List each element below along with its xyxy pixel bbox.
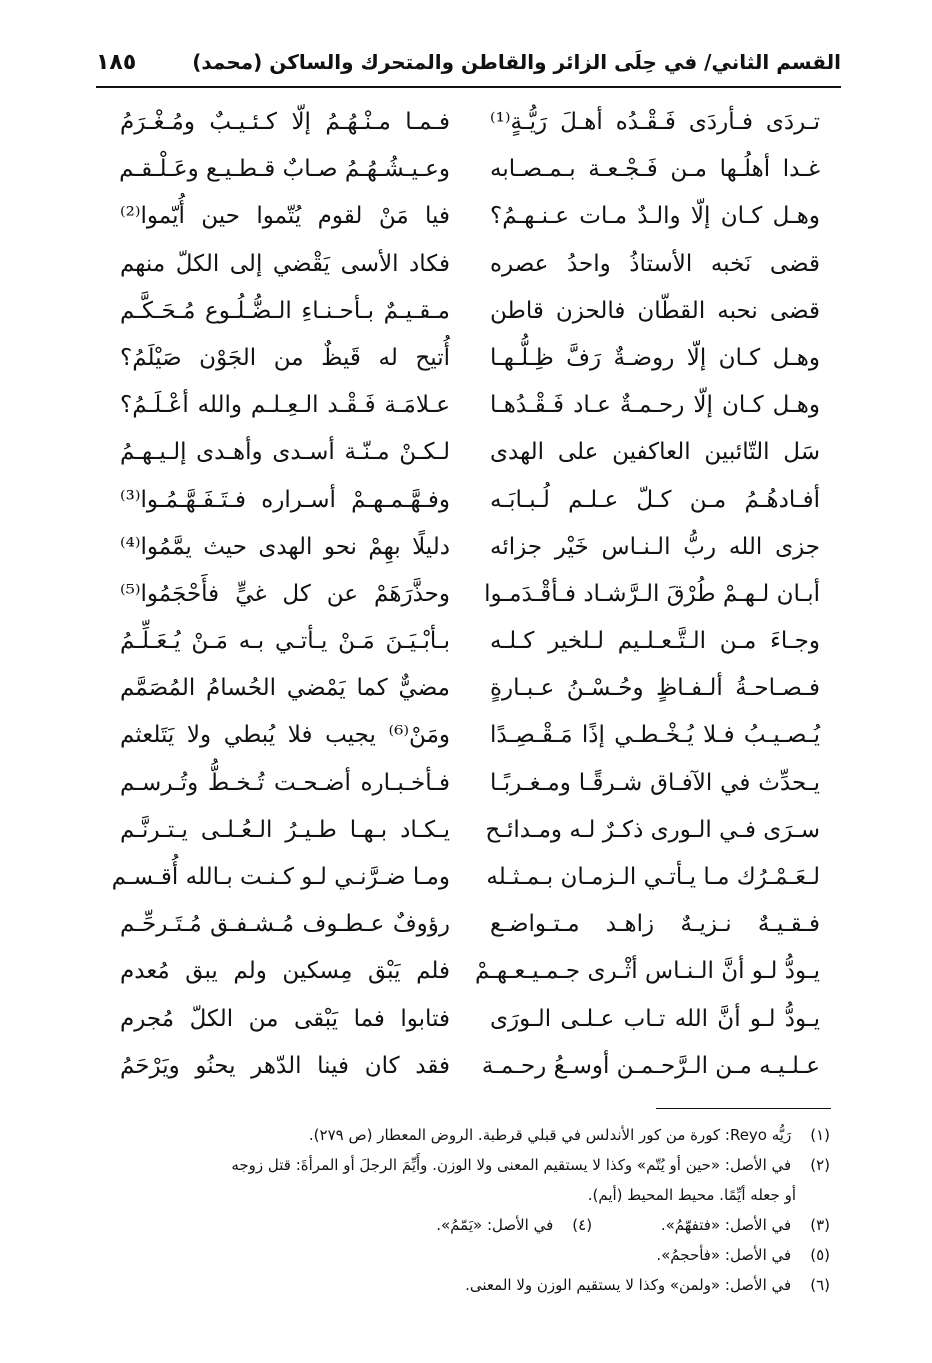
verse-first-hemistich: وجـاءَ مـن الـتَّـعـلـيم لـلخير كـلـه [490, 628, 820, 655]
footnote-pair-3-4 [100, 1210, 830, 1240]
verse-second-hemistich: فتابوا فما يَبْقى من الكلّ مُجرم [120, 1005, 450, 1032]
verse-second-hemistich: فقد كان فينا الدّهر يحنُو ويَرْحَمُ [120, 1052, 450, 1079]
footnotes [100, 1120, 830, 1300]
footnote-text: في الأصل: «فتفهّمُ». [660, 1216, 792, 1234]
verse-second-hemistich: مـقـيـمٌ بـأحـنـاءِ الـضُّـلُـوع مُـحَـكَّـم [120, 297, 450, 324]
verse [120, 949, 820, 996]
footnote-text: في الأصل: «ولمن» وكذا لا يستقيم الوزن ولا المعنى. [465, 1276, 792, 1294]
verse-second-hemistich: رؤوفٌ عـطـوف مُـشـفـق مُـتَـرحِّـم [120, 911, 450, 938]
footnote-text: في الأصل: «فأحجمُ». [656, 1246, 792, 1264]
verse [111, 855, 820, 902]
verse [120, 1044, 820, 1091]
verse-first-hemistich: لـعَـمْـرُك مـا يـأتـي الـزمـان بـمـثـله [486, 864, 820, 890]
verse [120, 242, 820, 289]
verse-second-hemistich: ومـا ضـرَّنـي لـو كـنـت بـالله أُقـسـم [111, 864, 450, 890]
verse [120, 430, 820, 477]
footnote-4 [436, 1210, 592, 1240]
verse-second-hemistich: فكاد الأسى يَقْضي إلى الكلّ منهم [120, 250, 450, 277]
verse [120, 289, 820, 336]
footnote-3 [656, 1216, 830, 1234]
verse [120, 572, 820, 619]
verse-first-hemistich: أفـادهُـمُ مـن كـلّ عـلـم لُـبـابَـه [490, 486, 820, 513]
verse-first-hemistich: فـصـاحـةُ ألـفـاظٍ وحُـسْـنُ عـبـارةٍ [490, 675, 820, 702]
verse-second-hemistich: وحذَّرَهَمْ عن كل غيٍّ فأَحْجَمُوا⁽⁵⁾ [120, 580, 450, 607]
footnote-number: (٢) [810, 1156, 830, 1174]
verse-first-hemistich: يُـصـيـبُ فـلا يُـخْـطـي إذًا مَـقْـصِـدًا [490, 722, 820, 749]
verse [120, 761, 820, 808]
header-divider [96, 86, 841, 88]
verse-second-hemistich: وفـهَّـمـهـمْ أسـراره فـتَـفَـهَّـمُـوا⁽³⁾ [120, 486, 450, 513]
verse [120, 902, 820, 949]
page-header [96, 44, 841, 82]
footnote-6 [100, 1270, 830, 1300]
verse-first-hemistich: قضى نحبه القطّان فالحزن قاطن [490, 297, 820, 324]
verse-first-hemistich: فـقـيـهٌ نـزيـهٌ زاهـد مـتـواضـع [490, 911, 820, 938]
verse-second-hemistich: بـأبْـيَـنَ مَـنْ يـأتـي بـه مَـنْ يُـعَـلِّـمُ [120, 628, 450, 655]
verse-second-hemistich: يـكـاد بـهـا طـيـرُ الـعُـلـى يـتـرنَّـم [120, 816, 450, 843]
verse-second-hemistich: دليلًا بهِمْ نحو الهدى حيث يمَّمُوا⁽⁴⁾ [120, 533, 450, 560]
verse [120, 713, 820, 760]
footnote-number: (٤) [572, 1216, 593, 1234]
verse [120, 194, 820, 241]
verse-first-hemistich: غـدا أهلُـها مـن فَـجْـعـة بـمـصـابه [490, 156, 820, 183]
verse-first-hemistich: أبـان لـهـمْ طُرْقَ الـرَّشـاد فـأقْـدَمـوا [484, 580, 820, 607]
verse-first-hemistich: سَل التّائبين العاكفين على الهدى [490, 439, 820, 466]
footnote-2 [100, 1150, 830, 1180]
verse [120, 478, 820, 525]
verse-first-hemistich: وهـل كـان إلّا رحـمـةٌ عـاد فَـقْـدُهـا [490, 392, 820, 419]
verse-first-hemistich: يـودُّ لـو أنَّ الـنـاس أثْـرى جـمـيـعـهـمْ [475, 958, 820, 985]
verse-first-hemistich: جزى الله ربُّ الـنـاس خَيْر جزائه [490, 533, 820, 560]
footnote-1 [100, 1120, 830, 1150]
verse-second-hemistich: وعـيـشُـهُـمُ صـابٌ قـطـيـع وعَـلْـقـم [119, 156, 450, 183]
verse-second-hemistich: فـمـا مـنْـهُـمُ إلّا كـئـيـبٌ ومُـغْـرَمُ [120, 109, 450, 135]
footnote-5 [100, 1240, 830, 1270]
running-title: القسم الثاني/ في حِلَى الزائر والقاطن والمتحرك والساكن (محمد) [192, 50, 841, 74]
verse-first-hemistich: وهـل كـان إلّا والـدٌ مـات عـنـهـمُ؟ [490, 203, 820, 230]
poem [111, 100, 820, 1091]
page-number: ١٨٥ [96, 50, 137, 75]
footnote-text: في الأصل: «يَمّمُ». [436, 1216, 554, 1234]
verse [120, 525, 820, 572]
footnote-text: رَيُّه Reyo: كورة من كور الأندلس في قبلي قرطبة. الروض المعطار (ص ٢٧٩). [308, 1126, 792, 1144]
verse-second-hemistich: أُتيح له قَيظٌ من الجَوْن صَيْلَمُ؟ [120, 344, 450, 371]
verse [120, 997, 820, 1044]
footnote-divider [656, 1108, 831, 1109]
verse-first-hemistich: قضى نَخبه الأستاذُ واحدُ عصره [490, 250, 820, 277]
verse-first-hemistich: سـرَى فـي الـورى ذكـرٌ لـه ومـدائـح [485, 816, 820, 843]
footnote-number: (٣) [810, 1216, 830, 1234]
verse [120, 147, 820, 194]
verse [120, 808, 820, 855]
verse-second-hemistich: فـأخـبـاره أضـحـت تُـخـطُّ وتُـرسـم [120, 769, 450, 796]
footnote-number: (٥) [810, 1246, 830, 1264]
verse [120, 383, 820, 430]
verse-first-hemistich: يـودُّ لـو أنَّ الله تـاب عـلـى الـورَى [490, 1005, 820, 1032]
footnote-number: (١) [810, 1126, 830, 1144]
verse [120, 100, 820, 147]
footnote-text: أو جعله أيِّمًا. محيط المحيط (أيم). [587, 1186, 796, 1204]
verse-first-hemistich: يـحدِّث في الآفـاق شـرقًـا ومـغـربًـا [490, 769, 820, 796]
footnote-2-continuation [100, 1180, 830, 1210]
verse-second-hemistich: فلم يَبْق مِسكين ولم يبق مُعدم [120, 958, 450, 985]
verse [120, 336, 820, 383]
verse-first-hemistich: تـردَى فـأردَى فَـقْـدُه أهـلَ رَيُّـةٍ⁽¹⁾ [490, 109, 820, 135]
verse-second-hemistich: فيا مَنْ لقوم يُتّموا حين أُيّموا⁽²⁾ [120, 203, 450, 230]
verse [120, 619, 820, 666]
verse-second-hemistich: عـلامَـة فَـقْـد الـعِـلـم والله أعْـلَـمُ؟ [120, 392, 450, 419]
verse-first-hemistich: عـلـيـه مـن الـرَّحـمـن أوسـعُ رحـمـة [481, 1052, 820, 1079]
verse-second-hemistich: ومَنْ⁽⁶⁾ يجيب فلا يُبطي ولا يَتَلعثم [120, 722, 450, 749]
footnote-text: في الأصل: «حين أو يُتّم» وكذا لا يستقيم المعنى ولا الوزن. وأَيِّمَ الرجلَ أو المرأةَ: قتل زوجه [231, 1156, 792, 1174]
verse [120, 666, 820, 713]
verse-first-hemistich: وهـل كـان إلّا روضـةٌ رَفَّ ظِـلُّـهـا [490, 344, 820, 371]
verse-second-hemistich: لـكـنْ مـنّـة أسـدى وأهـدى إلـيـهـمُ [120, 439, 450, 466]
footnote-number: (٦) [810, 1276, 830, 1294]
verse-second-hemistich: مضيٌّ كما يَمْضي الحُسامُ المُصَمَّم [120, 675, 450, 702]
